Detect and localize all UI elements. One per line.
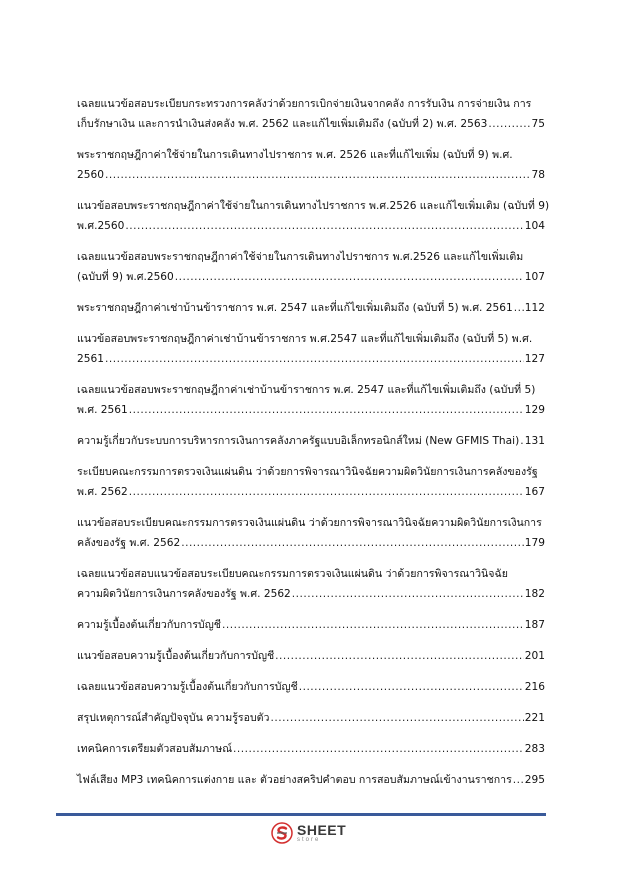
toc-entry-title: พ.ศ.2560 [77, 220, 125, 232]
toc-leader-dots [105, 349, 524, 369]
toc-entry-line [77, 380, 545, 400]
toc-leader-dots [513, 770, 524, 790]
toc-entry-title: เฉลยแนวข้อสอบแนวข้อสอบระเบียบคณะกรรมการตรวจเงินแผ่นดิน ว่าด้วยการพิจารณาวินิจฉัย [77, 568, 508, 580]
toc-entry[interactable] [77, 298, 545, 318]
toc-entry-title: เฉลยแนวข้อสอบพระราชกฤษฎีกาค่าเช่าบ้านข้าราชการ พ.ศ. 2547 และที่แก้ไขเพิ่มเติมถึง (ฉบับที่ 5) [77, 384, 536, 396]
toc-entry-title: 2560 [77, 169, 104, 181]
toc-entry-line [77, 329, 545, 349]
toc-page-number: 112 [524, 302, 545, 314]
toc-entry-line [77, 298, 545, 318]
toc-entry[interactable] [77, 513, 545, 553]
toc-entry-line [77, 677, 545, 697]
toc-entry-title: เฉลยแนวข้อสอบพระราชกฤษฎีกาค่าใช้จ่ายในการเดินทางไปราชการ พ.ศ.2526 และแก้ไขเพิ่มเติม [77, 251, 524, 263]
toc-entry-title: พระราชกฤษฎีกาค่าเช่าบ้านข้าราชการ พ.ศ. 2547 และที่แก้ไขเพิ่มเติมถึง (ฉบับที่ 5) พ.ศ. 2561 [77, 302, 513, 314]
toc-page-number: 127 [524, 353, 545, 365]
toc-leader-dots [129, 400, 524, 420]
toc-entry-line [77, 247, 545, 267]
toc-page-number: 167 [524, 486, 545, 498]
toc-entry-title: (ฉบับที่ 9) พ.ศ.2560 [77, 271, 174, 283]
toc-page-number: 295 [524, 774, 545, 786]
toc-page-number: 129 [524, 404, 545, 416]
toc-leader-dots [299, 677, 524, 697]
toc-entry-line [77, 533, 545, 553]
toc-entry-title: แนวข้อสอบพระราชกฤษฎีกาค่าเช่าบ้านข้าราชการ พ.ศ.2547 และที่แก้ไขเพิ่มเติมถึง (ฉบับที่ 5) พ.ศ. [77, 333, 533, 345]
toc-page-number: 179 [524, 537, 545, 549]
toc-entry-title: พระราชกฤษฎีกาค่าใช้จ่ายในการเดินทางไปราชการ พ.ศ. 2526 และที่แก้ไขเพิ่ม (ฉบับที่ 9) พ.ศ. [77, 149, 513, 161]
toc-entry[interactable] [77, 196, 550, 236]
toc-entry-title: เก็บรักษาเงิน และการนำเงินส่งคลัง พ.ศ. 2562 และแก้ไขเพิ่มเติมถึง (ฉบับที่ 2) พ.ศ. 2563 [77, 118, 488, 130]
toc-entry-line [77, 145, 545, 165]
toc-leader-dots [181, 533, 524, 553]
toc-entry-line [77, 196, 550, 216]
toc-entry[interactable] [77, 145, 545, 185]
toc-leader-dots [222, 615, 524, 635]
toc-entry[interactable] [77, 329, 545, 369]
toc-entry-line [77, 739, 545, 759]
toc-leader-dots [129, 482, 524, 502]
toc-entry-line [77, 400, 545, 420]
toc-leader-dots [125, 216, 523, 236]
toc-entry-title: แนวข้อสอบระเบียบคณะกรรมการตรวจเงินแผ่นดิน ว่าด้วยการพิจารณาวินิจฉัยความผิดวินัยการเงินการ [77, 517, 542, 529]
toc-page-number: 283 [524, 743, 545, 755]
toc-entry[interactable] [77, 380, 545, 420]
toc-entry-line [77, 564, 545, 584]
toc-entry-line [77, 165, 545, 185]
toc-page-number: 182 [524, 588, 545, 600]
toc-entry-title: ระเบียบคณะกรรมการตรวจเงินแผ่นดิน ว่าด้วยการพิจารณาวินิจฉัยความผิดวินัยการเงินการคลังของรัฐ [77, 466, 538, 478]
toc-entry-title: ไฟล์เสียง MP3 เทคนิคการแต่งกาย และ ตัวอย่างสคริปคำตอบ การสอบสัมภาษณ์เข้างานราชการ [77, 774, 512, 786]
toc-entry-line [77, 94, 545, 114]
toc-entry-title: แนวข้อสอบความรู้เบื้องต้นเกี่ยวกับการบัญชี [77, 650, 275, 662]
toc-entry[interactable] [77, 247, 545, 287]
toc-leader-dots [520, 431, 524, 451]
toc-entry-line [77, 584, 545, 604]
toc-page-number: 107 [524, 271, 545, 283]
toc-entry[interactable] [77, 770, 545, 790]
toc-page-number: 78 [531, 169, 545, 181]
toc-page-number: 131 [524, 435, 545, 447]
toc-entry-line [77, 513, 545, 533]
toc-entry-title: พ.ศ. 2562 [77, 486, 128, 498]
toc-leader-dots [514, 298, 524, 318]
toc-page-number: 187 [524, 619, 545, 631]
toc-entry-line [77, 349, 545, 369]
toc-entry-line [77, 646, 545, 666]
toc-entry-line [77, 615, 545, 635]
toc-entry-line [77, 267, 545, 287]
toc-entry-line [77, 482, 545, 502]
footer-divider [56, 813, 546, 816]
toc-entry[interactable] [77, 564, 545, 604]
toc-entry[interactable] [77, 615, 545, 635]
toc-entry-line [77, 431, 545, 451]
toc-entry-title: พ.ศ. 2561 [77, 404, 128, 416]
toc-leader-dots [488, 114, 530, 134]
toc-page-number: 216 [524, 681, 545, 693]
toc-entry[interactable] [77, 677, 545, 697]
toc-leader-dots [175, 267, 524, 287]
logo-subword: store [297, 837, 321, 843]
toc-leader-dots [233, 739, 524, 759]
toc-entry-title: เฉลยแนวข้อสอบระเบียบกระทรวงการคลังว่าด้วยการเบิกจ่ายเงินจากคลัง การรับเงิน การจ่ายเงิน การ [77, 98, 532, 110]
toc-entry[interactable] [77, 739, 545, 759]
toc-entry-title: เฉลยแนวข้อสอบความรู้เบื้องต้นเกี่ยวกับการบัญชี [77, 681, 298, 693]
toc-leader-dots [275, 646, 524, 666]
toc-entry[interactable] [77, 708, 545, 728]
toc-entry-title: สรุปเหตุการณ์สำคัญปัจจุบัน ความรู้รอบตัว [77, 712, 270, 724]
toc-entry-title: แนวข้อสอบพระราชกฤษฎีกาค่าใช้จ่ายในการเดินทางไปราชการ พ.ศ.2526 และแก้ไขเพิ่มเติม (ฉบับที่ 9) [77, 200, 550, 212]
toc-entry-title: ความรู้เบื้องต้นเกี่ยวกับการบัญชี [77, 619, 221, 631]
toc-entry-title: คลังของรัฐ พ.ศ. 2562 [77, 537, 181, 549]
toc-leader-dots [105, 165, 531, 185]
toc-page-number: 75 [531, 118, 545, 130]
toc-entry-line [77, 462, 545, 482]
toc-page-number: 201 [524, 650, 545, 662]
toc-entry-line [77, 114, 545, 134]
toc-leader-dots [271, 708, 524, 728]
table-of-contents [77, 94, 550, 801]
toc-page-number: 104 [524, 220, 545, 232]
sheet-store-logo [271, 822, 346, 844]
toc-page-number: 221 [524, 712, 545, 724]
toc-entry-title: 2561 [77, 353, 104, 365]
sheet-store-logo-icon [271, 822, 293, 844]
toc-entry[interactable] [77, 646, 545, 666]
toc-entry-title: ความรู้เกี่ยวกับระบบการบริหารการเงินการคลังภาครัฐแบบอิเล็กทรอนิกส์ใหม่ (New GFMIS Thai) [77, 435, 520, 447]
logo-word: SHEET [297, 822, 347, 838]
toc-entry-title: เทคนิคการเตรียมตัวสอบสัมภาษณ์ [77, 743, 233, 755]
toc-entry[interactable] [77, 462, 545, 502]
toc-entry-line [77, 770, 545, 790]
toc-entry-title: ความผิดวินัยการเงินการคลังของรัฐ พ.ศ. 2562 [77, 588, 291, 600]
toc-entry[interactable] [77, 431, 545, 451]
toc-leader-dots [292, 584, 524, 604]
toc-entry-line [77, 216, 545, 236]
toc-entry-line [77, 708, 545, 728]
toc-entry[interactable] [77, 94, 545, 134]
